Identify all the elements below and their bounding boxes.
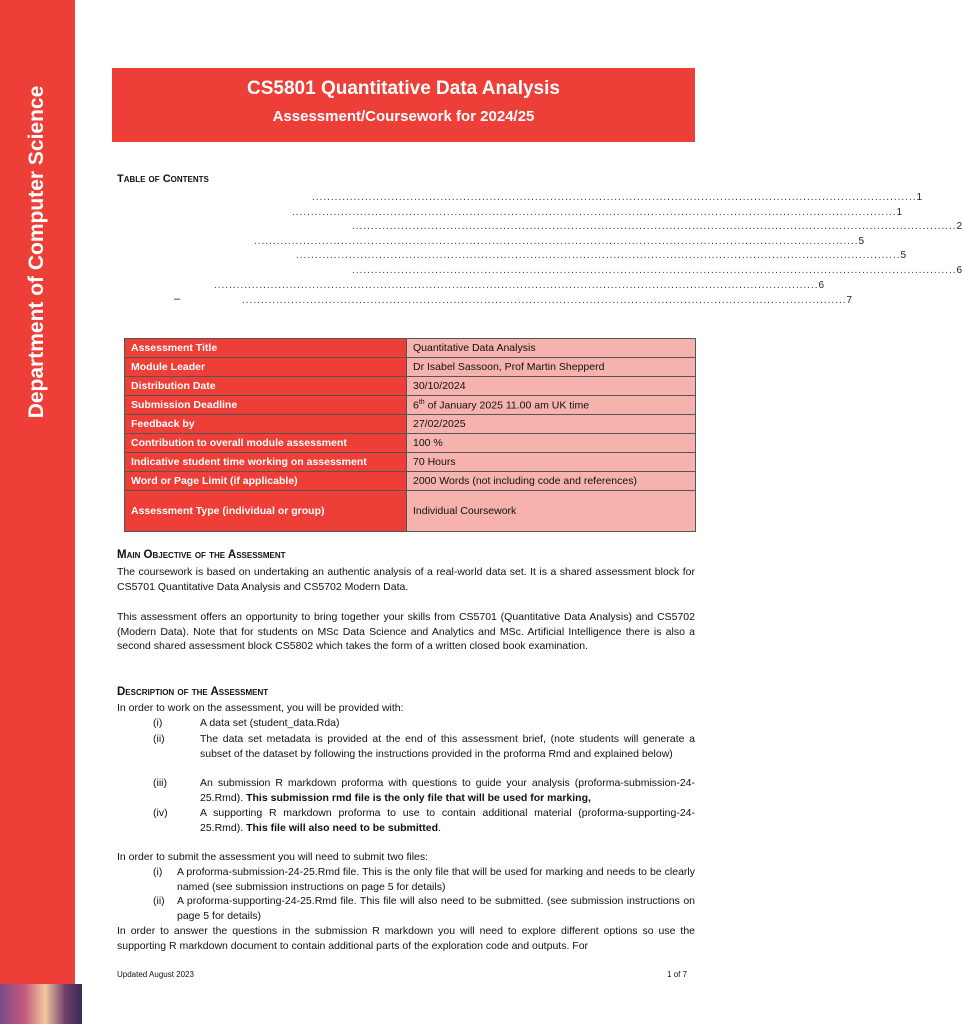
row-value: Quantitative Data Analysis (407, 339, 696, 358)
toc-entry[interactable]: ................................................................................................................................................................ 5 (254, 235, 865, 247)
row-label: Module Leader (125, 358, 407, 377)
submit-intro: In order to submit the assessment you will need to submit two files: (117, 851, 429, 863)
bold-note: This submission rmd file is the only file that will be used for marking, (246, 791, 591, 804)
toc-page-number: 5 (858, 235, 865, 247)
closing-paragraph: In order to answer the questions in the submission R markdown you will need to explore different options so use the supporting R markdown document to contain additional parts of the exploration code and outputs. For (117, 925, 695, 952)
page-subtitle: Assessment/Coursework for 2024/25 (272, 108, 535, 125)
table-row (125, 339, 696, 358)
bold-note: This file will also need to be submitted (246, 821, 439, 834)
row-value: Dr Isabel Sassoon, Prof Martin Shepperd (407, 358, 696, 377)
department-title: Department of Computer Science (25, 85, 48, 419)
toc-heading: Table of Contents (117, 173, 209, 185)
description-intro: In order to work on the assessment, you will be provided with: (117, 702, 404, 714)
toc-entry[interactable]: ................................................................................................................................................................ 1 (292, 206, 903, 218)
list-number: (i) (153, 866, 163, 878)
row-label: Assessment Type (individual or group) (125, 491, 407, 532)
row-label: Assessment Title (125, 339, 407, 358)
row-value: Individual Coursework (407, 491, 696, 532)
toc-page-number: 1 (896, 206, 903, 218)
toc-entry[interactable]: ................................................................................................................................................................ 7 (242, 294, 853, 306)
description-heading: Description of the Assessment (117, 686, 269, 698)
row-label: Indicative student time working on assessment (125, 453, 407, 472)
list-number: (iv) (153, 807, 168, 819)
deadline-day: 6 (413, 399, 419, 412)
list-text: An submission R markdown proforma with questions to guide your analysis (proforma-submission-24-25.Rmd). This submission rmd file is the only file that will be used for marking, (200, 777, 695, 804)
toc-entry[interactable]: ................................................................................................................................................................ 2 (352, 220, 962, 232)
row-label: Distribution Date (125, 377, 407, 396)
footer-updated: Updated August 2023 (117, 970, 194, 979)
row-value: 70 Hours (407, 453, 696, 472)
row-value (407, 396, 696, 415)
toc-entry[interactable]: ................................................................................................................................................................ 5 (296, 249, 907, 261)
row-value: 2000 Words (not including code and references) (407, 472, 696, 491)
toc-page-number: 6 (956, 264, 962, 276)
toc-entry[interactable]: ................................................................................................................................................................ 6 (352, 264, 962, 276)
main-objective-paragraph-2: This assessment offers an opportunity to bring together your skills from CS5701 (Quantitative Data Analysis) and CS5702 (Modern Data). Note that for students on MSc Data Science and Analytics and MSc. Artificial Intelligence there is also a second shared assessment block CS5802 which takes the form of a written closed book examination. (117, 611, 695, 652)
toc-entry[interactable]: ................................................................................................................................................................ 6 (214, 279, 825, 291)
row-label: Word or Page Limit (if applicable) (125, 472, 407, 491)
toc-page-number: 5 (900, 249, 907, 261)
table-row (125, 415, 696, 434)
list-number: (ii) (153, 895, 165, 907)
list-text: A data set (student_data.Rda) (200, 717, 340, 729)
table-row (125, 377, 696, 396)
main-objective-paragraph-1: The coursework is based on undertaking an authentic analysis of a real-world data set. It is a shared assessment block for CS5701 Quantitative Data Analysis and CS5702 Modern Data. (117, 566, 695, 593)
row-label: Submission Deadline (125, 396, 407, 415)
row-value: 100 % (407, 434, 696, 453)
row-label: Feedback by (125, 415, 407, 434)
list-text: The data set metadata is provided at the end of this assessment brief, (note students will generate a subset of the dataset by following the instructions provided in the proforma Rmd and explained below) (200, 733, 695, 760)
table-row (125, 434, 696, 453)
toc-page-number: 7 (846, 294, 853, 306)
students-photo (0, 984, 82, 1024)
assessment-info-table (124, 338, 696, 532)
table-row (125, 491, 696, 532)
title-banner (112, 68, 695, 142)
table-row (125, 358, 696, 377)
row-label: Contribution to overall module assessment (125, 434, 407, 453)
list-text: A proforma-supporting-24-25.Rmd file. This file will also need to be submitted. (see submission instructions on page 5 for details) (177, 895, 695, 922)
page-title: CS5801 Quantitative Data Analysis (247, 78, 560, 99)
row-value: 27/02/2025 (407, 415, 696, 434)
list-number: (i) (153, 717, 163, 729)
toc-page-number: 1 (916, 191, 923, 203)
toc-page-number: 2 (956, 220, 962, 232)
footer-page-number: 1 of 7 (667, 970, 688, 979)
list-text: A proforma-submission-24-25.Rmd file. This is the only file that will be used for marking and needs to be clearly named (see submission instructions on page 5 for details) (177, 866, 695, 893)
deadline-ordinal: th (418, 398, 425, 406)
list-text: A supporting R markdown proforma to use to contain additional material (proforma-supporting-24-25.Rmd). This file will also need to be submitted. (200, 807, 695, 834)
list-number: (iii) (153, 777, 167, 789)
sidebar (0, 0, 75, 1024)
list-number: (ii) (153, 733, 165, 745)
table-row (125, 453, 696, 472)
toc-page-number: 6 (818, 279, 825, 291)
deadline-rest: of January 2025 11.00 am UK time (424, 399, 590, 412)
toc-entry[interactable]: ................................................................................................................................................................ 1 (312, 191, 923, 203)
table-row (125, 472, 696, 491)
table-row (125, 396, 696, 415)
row-value: 30/10/2024 (407, 377, 696, 396)
toc-dash: – (174, 293, 181, 305)
main-objective-heading: Main Objective of the Assessment (117, 549, 286, 561)
